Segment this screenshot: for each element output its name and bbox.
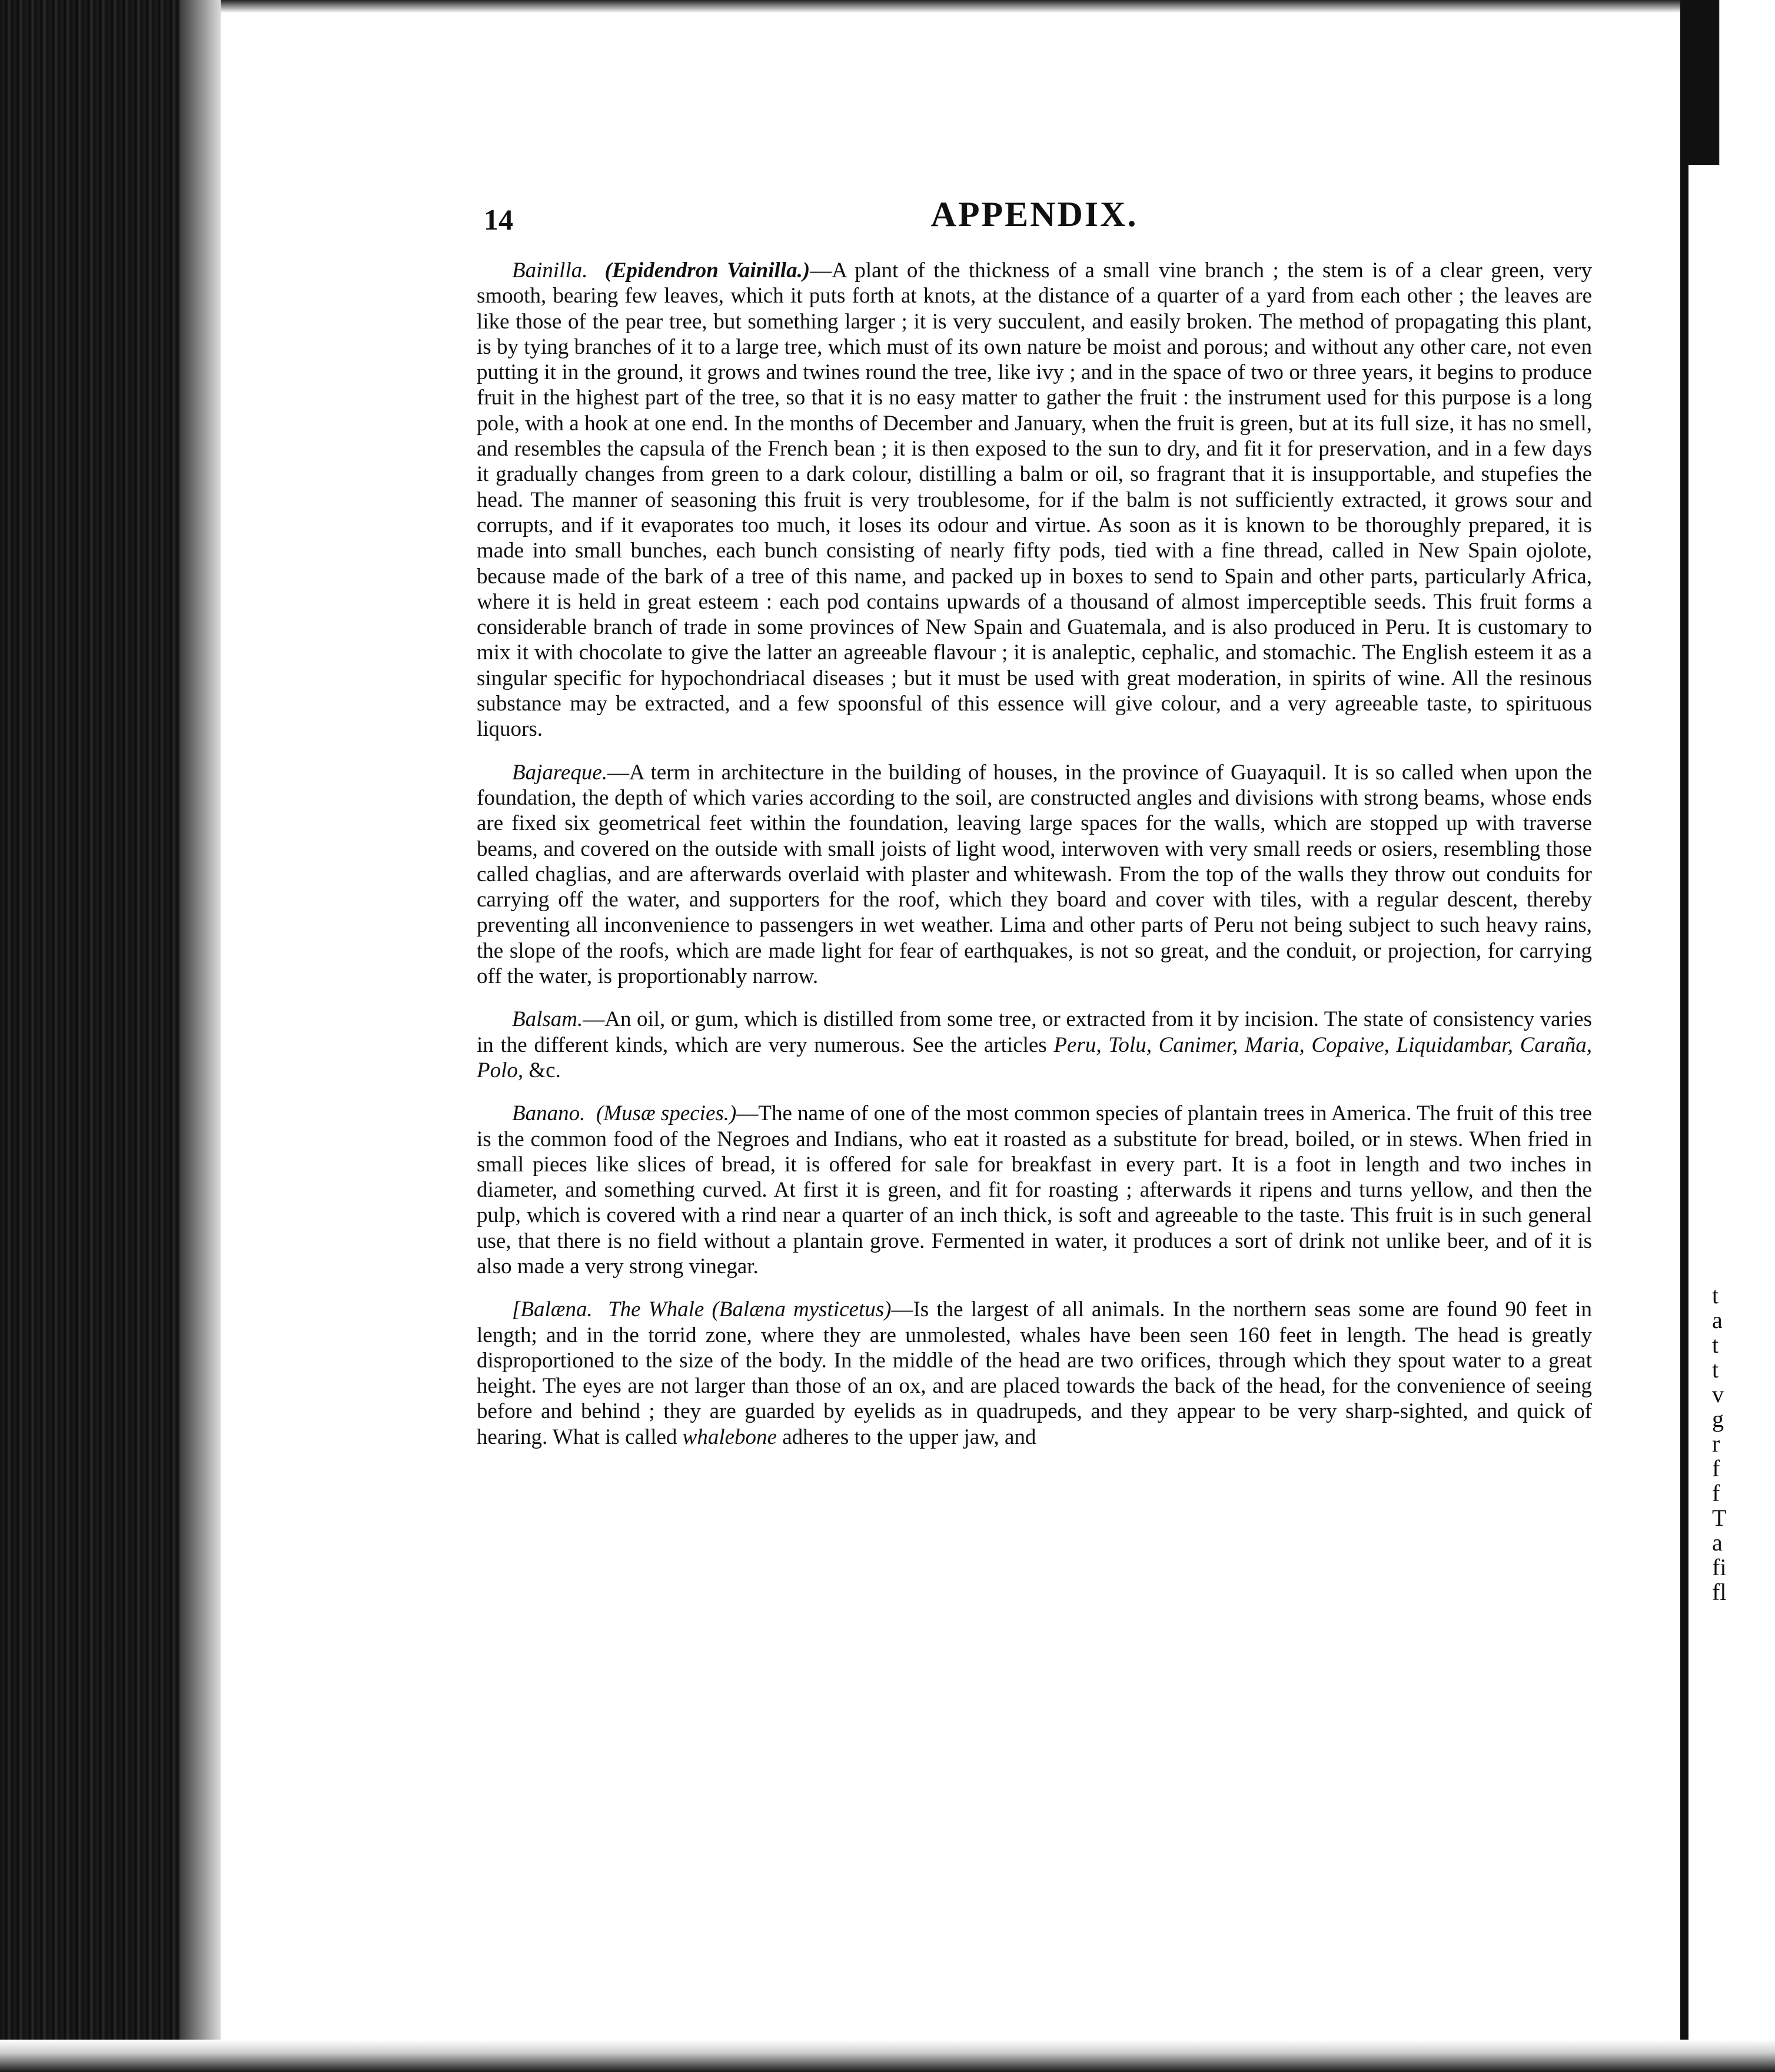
entry-term: Bainilla. [512,258,588,283]
fragment-letter: a [1712,1529,1723,1556]
fragment-letter: a [1712,1307,1723,1333]
entry-text: —Is the largest of all animals. In the northern seas some are found 90 feet in length; and in the torrid zone, where they are unmolested, whales have been seen 160 feet in length. The head is greatly disproportioned to the size of the body. In the middle of the head are two orifices, through which they spout water to a great height. The eyes are not larger than those of an ox, and are placed towards the back of the head, for the convenience of seeing before and behind ; they are guarded by eyelids as in quadrupeds, and they appear to be very sharp-sighted, and quick of hearing. What is called [477,1297,1592,1449]
entry-term: Banano. [512,1101,586,1126]
entry-cross-references: Peru, Tolu, Canimer, Maria, Copaive, Liquidambar, Caraña, Polo, [477,1032,1592,1083]
page-number: 14 [484,203,513,236]
book-spine-edge [0,0,221,2072]
facing-page-shadow [1688,0,1775,165]
entry-banano [477,1101,1592,1279]
fragment-letter: fl [1712,1579,1727,1605]
entry-text-tail: adheres to the upper jaw, and [776,1424,1036,1449]
entry-text-tail: &c. [523,1058,561,1083]
book-page [477,194,1592,1467]
page-bottom-edge [0,2040,1775,2072]
entry-text: —The name of one of the most common species of plantain trees in America. The fruit of this tree is the common food of the Negroes and Indians, who eat it roasted as a substitute for bread, boiled, or in stews. When fried in small pieces like slices of bread, it is offered for sale for breakfast in every part. It is a foot in length and two inches in diameter, and something curved. At first it is green, and fit for roasting ; afterwards it ripens and turns yellow, and then the pulp, which is covered with a rind near a quarter of an inch thick, is soft and agreeable to the taste. This fruit is in such general use, that there is no field without a plantain grove. Fermented in water, it produces a sort of drink not unlike beer, and of it is also made a very strong vinegar. [477,1101,1593,1279]
fragment-letter: f [1712,1480,1720,1506]
entry-latin-name: (Musæ species.) [596,1101,737,1126]
fragment-letter: fi [1712,1554,1727,1580]
entry-text: —An oil, or gum, which is distilled from some tree, or extracted from it by incision. The state of consistency varies in the different kinds, which are very numerous. See the articles [477,1007,1592,1057]
fragment-letter: f [1712,1455,1720,1482]
entry-term: [Balæna. [512,1297,593,1322]
fragment-letter: T [1712,1505,1727,1531]
entry-latin-name: (Epidendron Vainilla.) [604,258,810,283]
fragment-letter: g [1712,1406,1724,1432]
fragment-letter: t [1712,1331,1719,1358]
running-head: APPENDIX. [930,195,1138,234]
entry-emphasis: whalebone [682,1424,777,1449]
entry-term: Balsam. [512,1007,583,1032]
entry-latin-name: The Whale (Balæna mysticetus) [608,1297,892,1322]
entry-bainilla [477,258,1592,742]
page-header [477,194,1592,241]
fragment-letter: t [1712,1356,1719,1383]
entry-text: —A plant of the thickness of a small vine branch ; the stem is of a clear green, very smooth, bearing few leaves, which it puts forth at knots, at the distance of a quarter of a yard from each other ; the leaves are like those of the pear tree, but something larger ; it is very succulent, and easily broken. The method of propagating this plant, is by tying branches of it to a large tree, which must of its own nature be moist and porous; and without any other care, not even putting it in the ground, it grows and twines round the tree, like ivy ; and in the space of two or three years, it begins to produce fruit in the highest part of the tree, so that it is no easy matter to gather the fruit : the instrument used for this purpose is a long pole, with a hook at one end. In the months of December and January, when the fruit is green, but at its full size, it has no smell, and resembles the capsula of the French bean ; it is then exposed to the sun to dry, and fit it for preservation, and in a few days it gradually changes from green to a dark colour, distilling a balm or oil, so fragrant that it is insupportable, and stupefies the head. The manner of seasoning this fruit is very troublesome, for if the balm is not sufficiently extracted, it grows sour and corrupts, and if it evaporates too much, it loses its odour and virtue. As soon as it is known to be thoroughly prepared, it is made into small bunches, each bunch consisting of nearly fifty pods, tied with a fine thread, called in New Spain ojolote, because made of the bark of a tree of this name, and packed up in boxes to send to Spain and other parts, particularly Africa, where it is held in great esteem : each pod contains upwards of a thousand of almost imperceptible seeds. This fruit forms a considerable branch of trade in some provinces of New Spain and Guatemala, and is also produced in Peru. It is customary to mix it with chocolate to give the latter an agreeable flavour ; it is analeptic, cephalic, and stomachic. The English esteem it as a singular specific for hypochondriacal diseases ; but it must be used with great moderation, in spirits of wine. All the resinous substance may be extracted, and a few spoonsful of this essence will give colour, and a very agreeable taste, to spirituous liquors. [477,258,1592,742]
facing-page-edge [1680,0,1775,2072]
entry-text: —A term in architecture in the building of houses, in the province of Guayaquil. It is so called when upon the foundation, the depth of which varies according to the soil, are constructed angles and divisions with strong beams, whose ends are fixed six geometrical feet within the foundation, leaving large spaces for the walls, which are stopped up with traverse beams, and covered on the outside with small joists of light wood, interwoven with very small reeds or osiers, resembling those called chaglias, and are afterwards overlaid with plaster and whitewash. From the top of the walls they throw out conduits for carrying off the water, and supporters for the roof, which they board and cover with tiles, with a regular descent, thereby preventing all inconvenience to passengers in wet weather. Lima and other parts of Peru not being subject to such heavy rains, the slope of the roofs, which are made light for fear of earthquakes, is not so great, and the conduit, or projection, for carrying off the water, is proportionably narrow. [477,760,1592,989]
fragment-letter: v [1712,1381,1724,1407]
entry-bajareque [477,760,1592,989]
page-top-edge [221,0,1680,13]
facing-page-fragment [1712,1283,1771,1605]
entry-balsam [477,1007,1592,1083]
entry-term: Bajareque. [512,760,608,785]
fragment-letter: t [1712,1282,1719,1309]
entries [477,258,1592,1450]
fragment-letter: r [1712,1430,1720,1457]
entry-balaena [477,1297,1592,1450]
